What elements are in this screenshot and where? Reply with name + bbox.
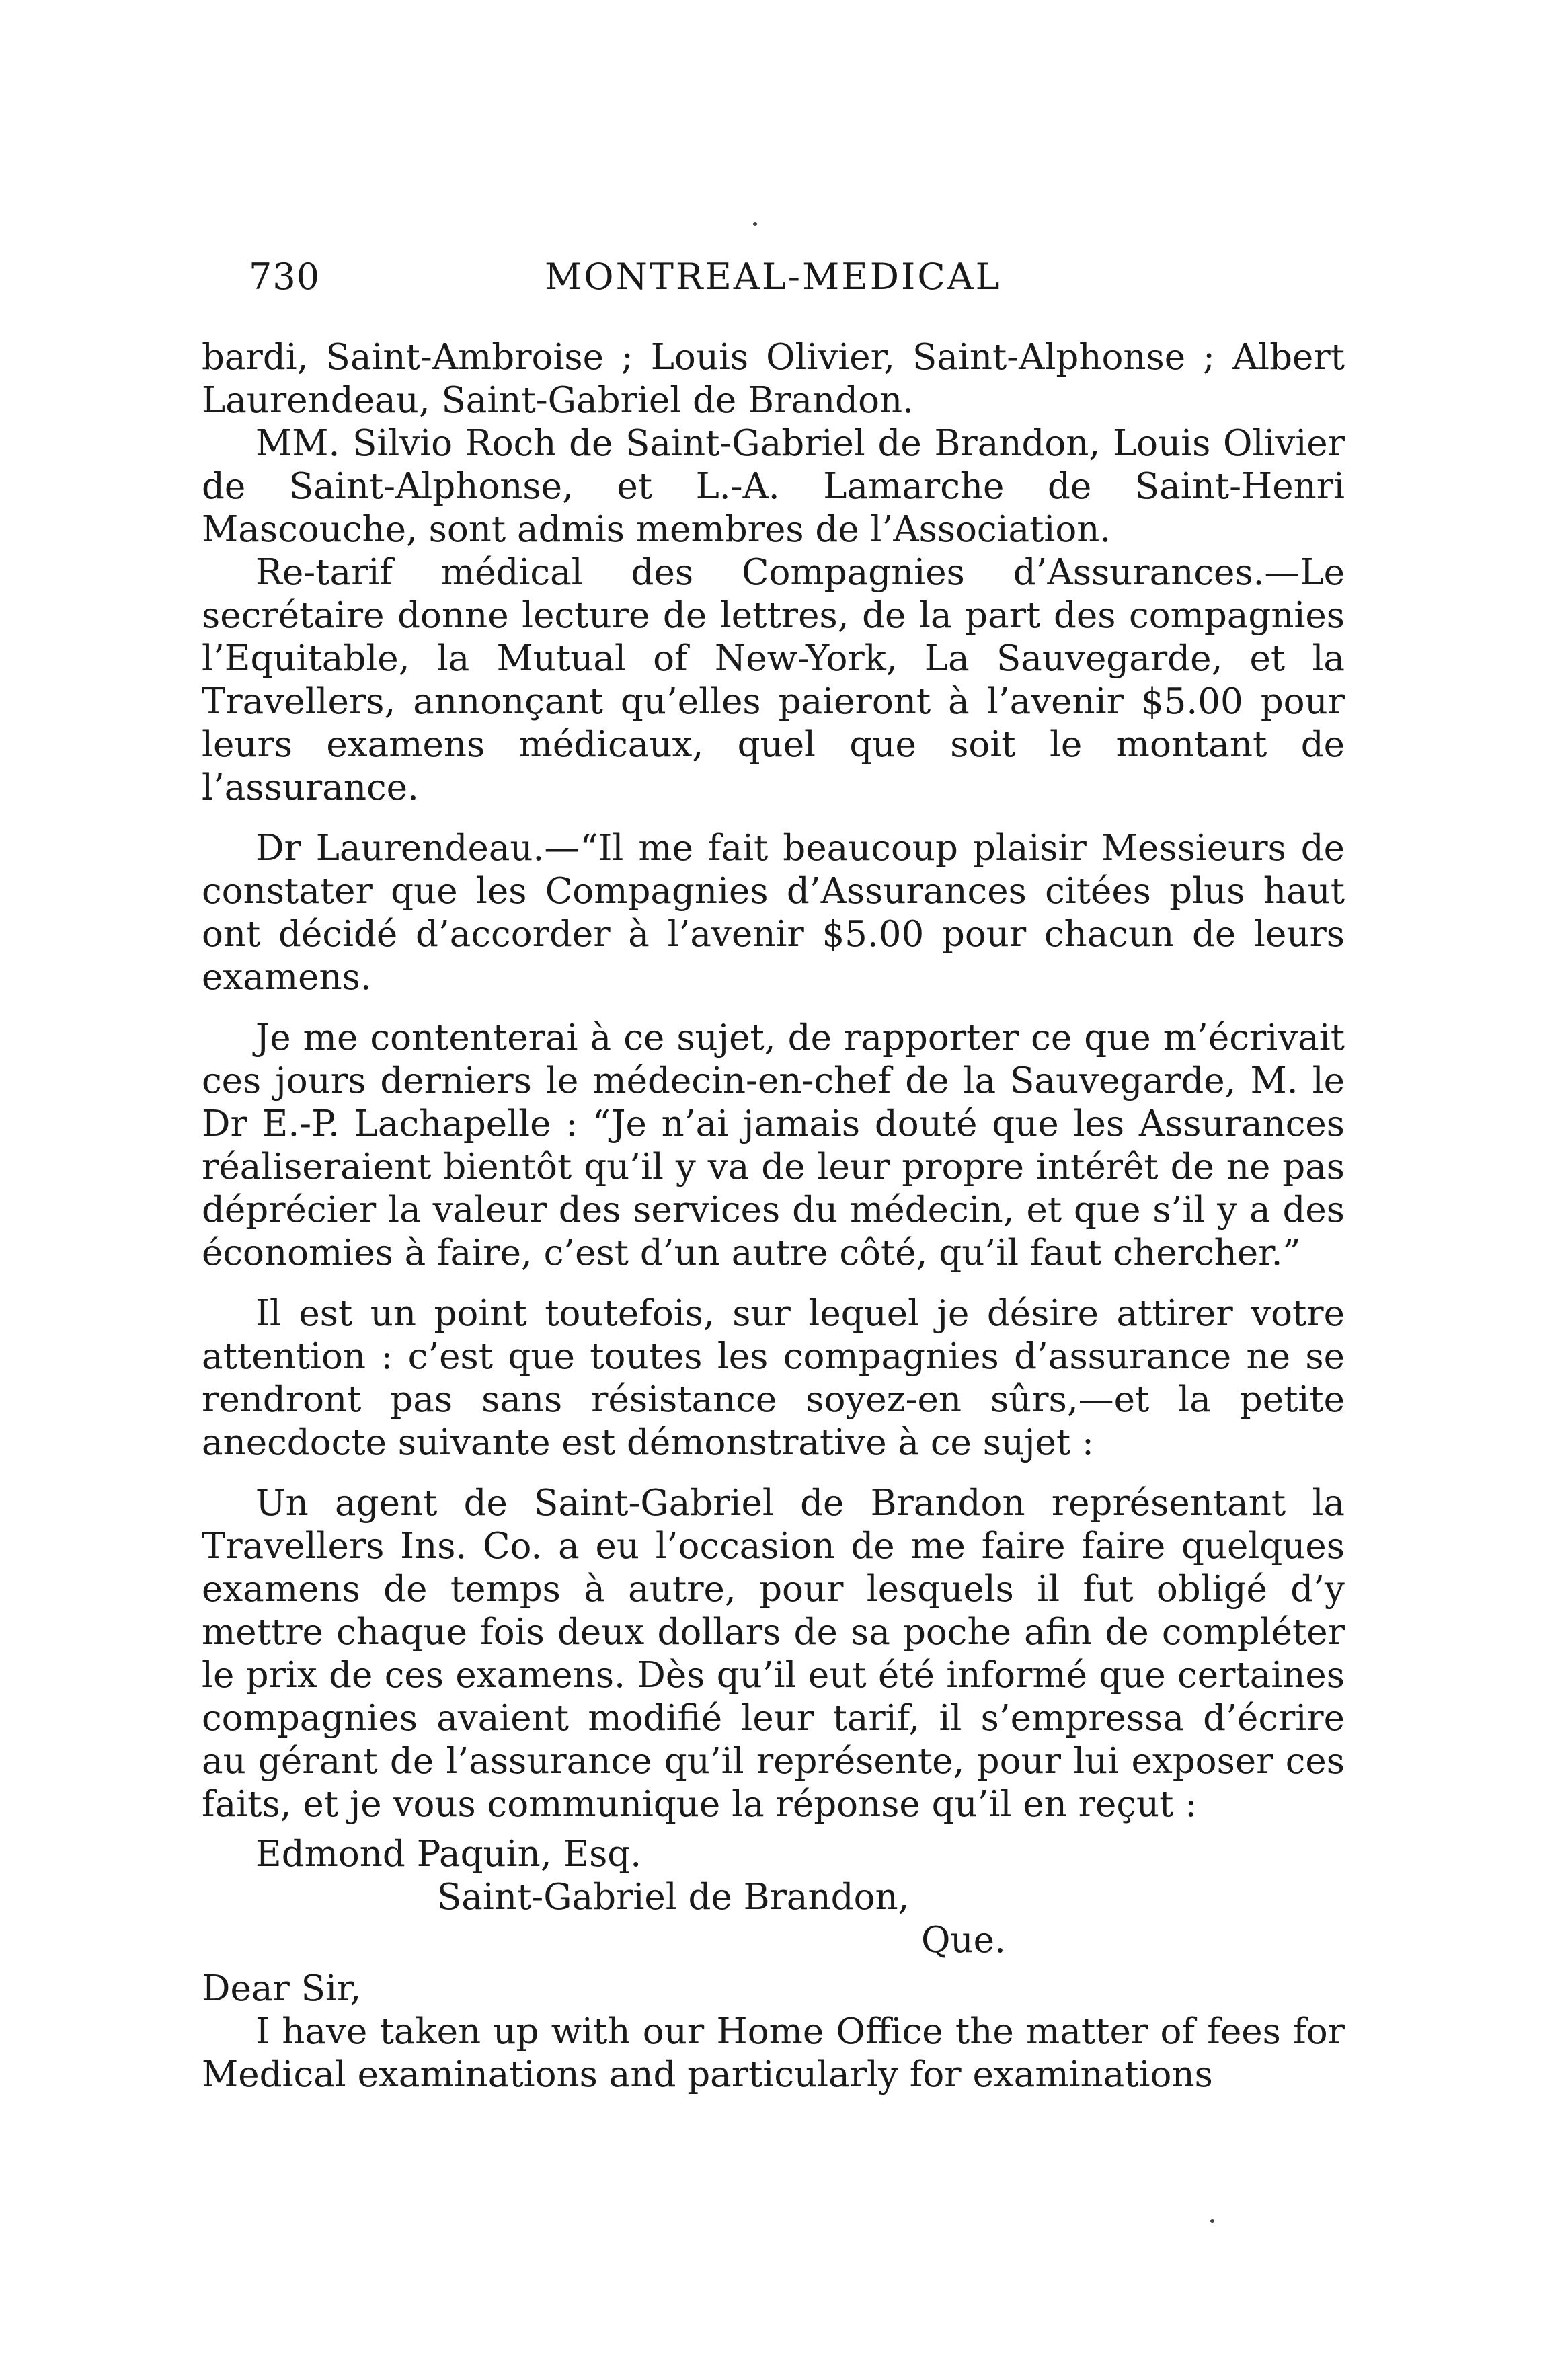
address-line: Edmond Paquin, Esq. bbox=[256, 1834, 642, 1875]
letter-salutation: Dear Sir, bbox=[202, 1968, 362, 2009]
paragraph: MM. Silvio Roch de Saint-Gabriel de Brandon, Louis Olivier de Saint-Alphonse, et L.-A. Lamarche de Saint-Henri Mascouche, sont admis membres de l’Association. bbox=[202, 423, 1345, 550]
address-line: Que. bbox=[921, 1920, 1006, 1961]
paragraph: Je me contenterai à ce sujet, de rapporter ce que m’écrivait ces jours derniers le médecin-en-chef de la Sauvegarde, M. le Dr E.-P. Lachapelle : “Je n’ai jamais douté que les Assurances réaliseraient bientôt qu’il y va de leur propre intérêt de ne pas déprécier la valeur des services du médecin, et que s’il y a des économies à faire, c’est d’un autre côté, qu’il faut chercher.” bbox=[202, 1017, 1345, 1274]
letter-body bbox=[202, 2011, 1345, 2097]
address-line: Saint-Gabriel de Brandon, bbox=[437, 1877, 910, 1918]
paragraph: bardi, Saint-Ambroise ; Louis Olivier, Saint-Alphonse ; Albert Laurendeau, Saint-Gabriel de Brandon. bbox=[202, 337, 1345, 421]
page-number: 730 bbox=[249, 256, 321, 298]
page-header bbox=[202, 256, 1345, 336]
letter-address bbox=[202, 1833, 1345, 1962]
body-text bbox=[202, 336, 1345, 1826]
paragraph: Il est un point toutefois, sur lequel je désire attirer votre attention : c’est que toutes les compagnies d’assurance ne se rendront pas sans résistance soyez-en sûrs,—et la petite anecdocte suivante est démonstrative à ce sujet : bbox=[202, 1293, 1345, 1463]
running-title: MONTREAL-MEDICAL bbox=[545, 256, 1002, 298]
scan-speck bbox=[1210, 2219, 1214, 2223]
paragraph: Un agent de Saint-Gabriel de Brandon représentant la Travellers Ins. Co. a eu l’occasion de me faire faire quelques examens de temps à autre, pour lesquels il fut obligé d’y mettre chaque fois deux dollars de sa poche afin de compléter le prix de ces examens. Dès qu’il eut été informé que certaines compagnies avaient modifié leur tarif, il s’empressa d’écrire au gérant de l’assurance qu’il représente, pour lui exposer ces faits, et je vous communique la réponse qu’il en reçut : bbox=[202, 1483, 1345, 1825]
paragraph: I have taken up with our Home Office the matter of fees for Medical examinations and particularly for examinations bbox=[202, 2011, 1345, 2095]
paragraph: Re-tarif médical des Compagnies d’Assurances.—Le secrétaire donne lecture de lettres, de la part des compagnies l’Equitable, la Mutual of New-York, La Sauvegarde, et la Travellers, annonçant qu’elles paieront à l’avenir $5.00 pour leurs examens médicaux, quel que soit le montant de l’assurance. bbox=[202, 552, 1345, 808]
document-page bbox=[202, 256, 1345, 2246]
scan-speck bbox=[753, 222, 757, 226]
paragraph: Dr Laurendeau.—“Il me fait beaucoup plaisir Messieurs de constater que les Compagnies d’Assurances citées plus haut ont décidé d’accorder à l’avenir $5.00 pour chacun de leurs examens. bbox=[202, 828, 1345, 998]
